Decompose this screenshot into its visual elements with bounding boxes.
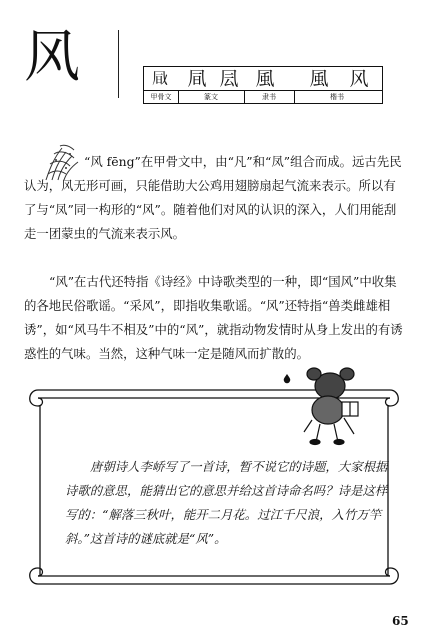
glyph-seal-b: 凨 — [219, 68, 239, 90]
script-glyph-row — [144, 67, 382, 91]
page-number: 65 — [392, 614, 409, 628]
title-divider — [118, 30, 119, 98]
label-clerical: 隶书 — [244, 91, 295, 103]
script-evolution-table — [143, 66, 383, 104]
riddle-text: 唐朝诗人李峤写了一首诗，暂不说它的诗题，大家根据诗歌的意思，能猜出它的意思并给这首诗命名吗？诗是这样写的：“解落三秋叶，能开二月花。过江千尺浪，入竹万竿斜。”这首诗的谜底就是“风”。 — [65, 459, 388, 546]
paragraph-meanings: “风”在古代还特指《诗经》中诗歌类型的一种，即“国风”中收集的各地民俗歌谣。“采风”，即指收集歌谣。“风”还特指“兽类雌雄相诱”，如“风马牛不相及”中的“风”，就指动物发情时从身上发出的有诱惑性的气味。当然，这种气味一定是随风而扩散的。 — [24, 274, 403, 361]
paragraph-etymology: “风 fēng”在甲骨文中，由“凡”和“凤”组合而成。远古先民认为，风无形可画，只能借助大公鸡用翅膀扇起气流来表示。所以有了与“凤”同一构形的“风”。随着他们对风的认识的深入，人们用能刮走一团蒙虫的气流来表示风。 — [24, 154, 402, 241]
cartoon-child-reading-icon — [290, 362, 370, 446]
glyph-regular-b: 风 — [349, 68, 369, 90]
page-title-char: 风 — [24, 25, 80, 90]
script-label-row — [144, 91, 382, 103]
glyph-regular-a: 風 — [309, 68, 329, 90]
glyph-seal-a: 凬 — [187, 68, 207, 90]
label-oracle-bone: 甲骨文 — [144, 91, 179, 103]
glyph-clerical: 風 — [255, 68, 275, 90]
glyph-oracle-bone: 𠙊 — [151, 69, 166, 88]
label-regular: 楷书 — [330, 93, 344, 101]
label-seal: 篆文 — [178, 91, 245, 103]
